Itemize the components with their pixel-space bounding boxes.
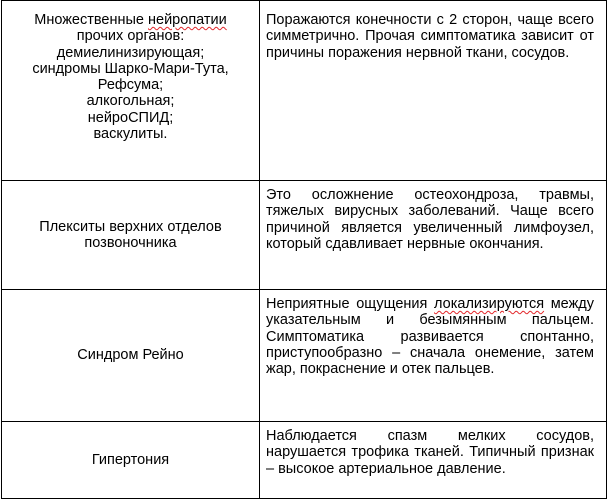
condition-line: прочих органов: [76, 28, 185, 45]
spellcheck-marked-word[interactable]: нейропатии [148, 12, 227, 28]
symptoms-table [1, 0, 607, 499]
condition-cell [2, 290, 260, 422]
table-row [2, 1, 607, 181]
table-row [2, 290, 607, 422]
condition-line: васкулиты. [93, 126, 168, 143]
spellcheck-marked-word[interactable]: локализируются [434, 296, 545, 312]
description-text [266, 296, 594, 377]
description-cell [260, 1, 607, 181]
condition-line: позвоночника [84, 235, 177, 251]
description-cell [260, 181, 607, 290]
description-text-start: Неприятные ощущения [266, 296, 435, 312]
condition-line: синдромы Шарко-Мари-Тута, [32, 60, 229, 77]
condition-line: нейроСПИД; [87, 109, 174, 126]
condition-text: Множественные [34, 12, 149, 28]
description-text-end: между указательным и безымянным пальцем. Симптоматика развивается спонтанно, приступообразно – сначала онемение, затем жар, покраснение и отек пальцев. [266, 296, 594, 378]
condition-line: Плекситы верхних отделов [39, 218, 222, 235]
condition-line: Синдром Рейно [77, 347, 184, 364]
description-text: Это осложнение остеохондроза, травмы, тяжелых вирусных заболеваний. Чаще всего причиной является увеличенный лимфоузел, который сдавливает нервные окончания. [266, 187, 594, 252]
condition-line: демиелинизирующая; [56, 44, 205, 61]
description-text: Поражаются конечности с 2 сторон, чаще всего симметрично. Прочая симптоматика зависит от причины поражения нервной ткани, сосудов. [266, 12, 594, 61]
description-cell [260, 290, 607, 422]
condition-cell [2, 181, 260, 290]
condition-cell [2, 1, 260, 181]
condition-line: алкогольная; [86, 93, 175, 110]
condition-line: Гипертония [91, 451, 170, 468]
condition-line [8, 12, 253, 28]
description-text: Наблюдается спазм мелких сосудов, нарушается трофика тканей. Типичный признак – высокое артериальное давление. [266, 428, 594, 477]
condition-cell [2, 422, 260, 499]
table-row [2, 422, 607, 499]
condition-line: Рефсума; [97, 77, 164, 94]
table-row [2, 181, 607, 290]
description-cell [260, 422, 607, 499]
